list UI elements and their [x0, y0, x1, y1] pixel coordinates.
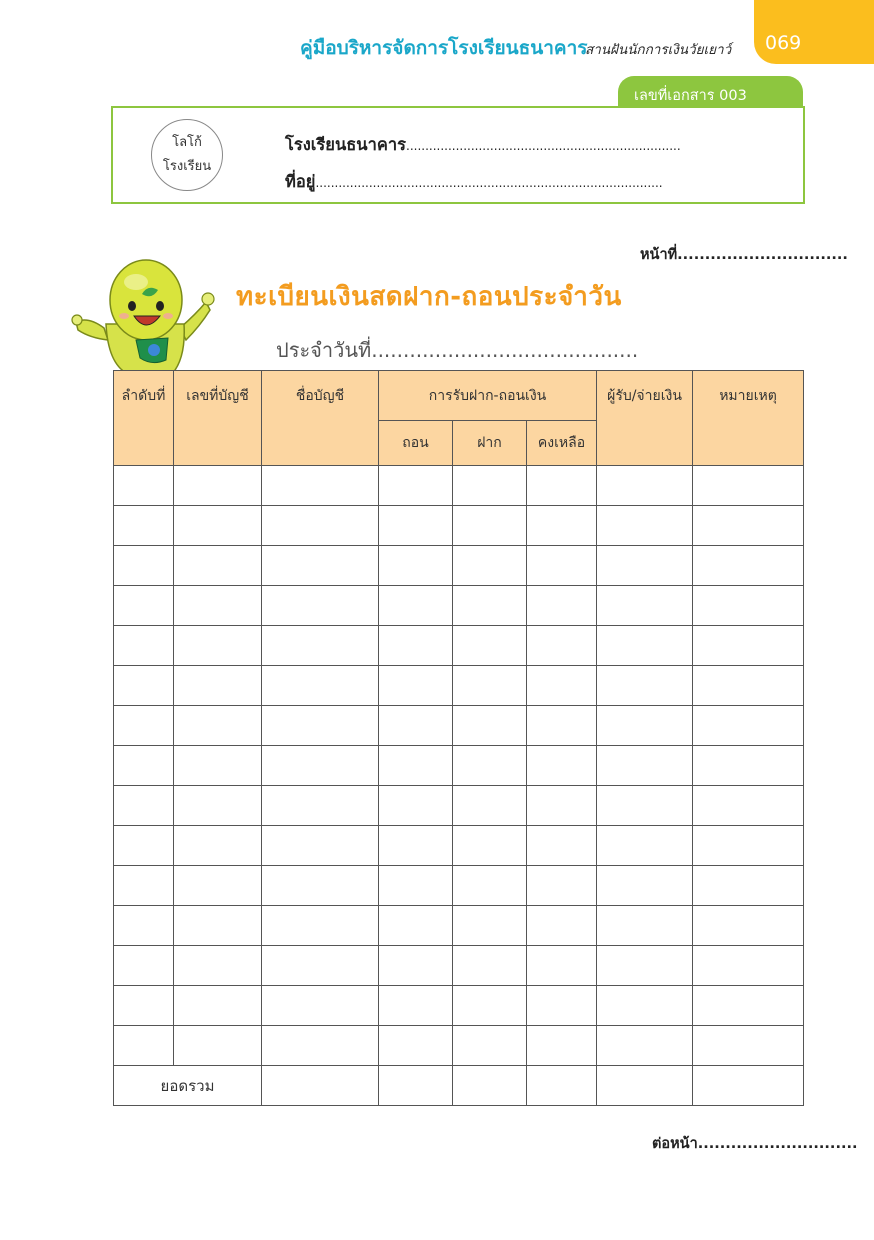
ledger-cell[interactable]	[693, 506, 804, 546]
ledger-cell[interactable]	[597, 746, 693, 786]
ledger-cell[interactable]	[262, 546, 379, 586]
ledger-cell[interactable]	[693, 1026, 804, 1066]
address-field[interactable]	[285, 169, 663, 195]
school-logo-placeholder	[151, 119, 223, 191]
manual-subtitle: สานฝันนักการเงินวัยเยาว์	[585, 42, 732, 58]
ledger-cell[interactable]	[174, 506, 262, 546]
ledger-cell[interactable]	[693, 466, 804, 506]
ledger-cell[interactable]	[114, 946, 174, 986]
total-cell[interactable]	[262, 1066, 379, 1106]
ledger-cell[interactable]	[527, 746, 597, 786]
ledger-cell[interactable]	[262, 626, 379, 666]
ledger-cell[interactable]	[174, 1026, 262, 1066]
ledger-cell[interactable]	[114, 786, 174, 826]
ledger-cell[interactable]	[693, 666, 804, 706]
ledger-cell[interactable]	[174, 786, 262, 826]
ledger-cell[interactable]	[597, 946, 693, 986]
ledger-row	[114, 466, 804, 506]
ledger-cell[interactable]	[379, 746, 453, 786]
ledger-cell[interactable]	[597, 626, 693, 666]
ledger-cell[interactable]	[527, 986, 597, 1026]
ledger-cell[interactable]	[114, 666, 174, 706]
ledger-cell[interactable]	[597, 666, 693, 706]
ledger-cell[interactable]	[527, 946, 597, 986]
ledger-cell[interactable]	[174, 946, 262, 986]
ledger-cell[interactable]	[527, 786, 597, 826]
ledger-cell[interactable]	[453, 986, 527, 1026]
ledger-cell[interactable]	[527, 826, 597, 866]
ledger-cell[interactable]	[693, 986, 804, 1026]
ledger-cell[interactable]	[174, 546, 262, 586]
ledger-row	[114, 506, 804, 546]
total-cell[interactable]	[453, 1066, 527, 1106]
ledger-cell[interactable]	[597, 866, 693, 906]
ledger-cell[interactable]	[114, 866, 174, 906]
school-info-box	[111, 106, 805, 204]
header-account-no: เลขที่บัญชี	[174, 371, 262, 466]
ledger-cell[interactable]	[262, 786, 379, 826]
ledger-cell[interactable]	[262, 706, 379, 746]
ledger-cell[interactable]	[174, 746, 262, 786]
ledger-cell[interactable]	[693, 826, 804, 866]
ledger-row	[114, 746, 804, 786]
ledger-cell[interactable]	[262, 906, 379, 946]
ledger-body	[114, 466, 804, 1066]
ledger-cell[interactable]	[597, 906, 693, 946]
total-cell[interactable]	[379, 1066, 453, 1106]
ledger-row	[114, 666, 804, 706]
ledger-row	[114, 786, 804, 826]
manual-title: คู่มือบริหารจัดการโรงเรียนธนาคาร	[300, 37, 588, 59]
ledger-cell[interactable]	[693, 706, 804, 746]
total-cell[interactable]	[527, 1066, 597, 1106]
header-balance: คงเหลือ	[527, 421, 597, 466]
ledger-cell[interactable]	[262, 466, 379, 506]
ledger-cell[interactable]	[114, 1026, 174, 1066]
ledger-cell[interactable]	[693, 546, 804, 586]
ledger-cell[interactable]	[597, 466, 693, 506]
ledger-cell[interactable]	[453, 506, 527, 546]
ledger-cell[interactable]	[453, 546, 527, 586]
total-row	[114, 1066, 804, 1106]
ledger-row	[114, 706, 804, 746]
ledger-cell[interactable]	[527, 666, 597, 706]
logo-label-line1: โลโก้	[172, 135, 202, 150]
ledger-cell[interactable]	[379, 466, 453, 506]
ledger-cell[interactable]	[114, 826, 174, 866]
ledger-row	[114, 826, 804, 866]
page-no-field[interactable]: หน้าที่...............................	[640, 247, 848, 263]
document-number: เลขที่เอกสาร 003	[634, 88, 747, 104]
ledger-cell[interactable]	[174, 706, 262, 746]
ledger-cell[interactable]	[453, 706, 527, 746]
ledger-row	[114, 626, 804, 666]
ledger-cell[interactable]	[379, 1026, 453, 1066]
ledger-cell[interactable]	[379, 946, 453, 986]
ledger-cell[interactable]	[453, 746, 527, 786]
ledger-cell[interactable]	[262, 586, 379, 626]
bank-name-dots: ........................................................................	[406, 139, 681, 153]
header-transactions: การรับฝาก-ถอนเงิน	[379, 371, 597, 421]
ledger-cell[interactable]	[262, 866, 379, 906]
ledger-cell[interactable]	[453, 786, 527, 826]
total-cell[interactable]	[693, 1066, 804, 1106]
bank-name-label: โรงเรียนธนาคาร	[285, 135, 407, 154]
ledger-cell[interactable]	[693, 866, 804, 906]
ledger-cell[interactable]	[597, 506, 693, 546]
ledger-cell[interactable]	[379, 826, 453, 866]
ledger-row	[114, 546, 804, 586]
ledger-cell[interactable]	[693, 586, 804, 626]
ledger-cell[interactable]	[379, 626, 453, 666]
ledger-cell[interactable]	[597, 986, 693, 1026]
ledger-cell[interactable]	[379, 986, 453, 1026]
ledger-cell[interactable]	[379, 706, 453, 746]
ledger-cell[interactable]	[453, 586, 527, 626]
ledger-row	[114, 866, 804, 906]
ledger-cell[interactable]	[114, 706, 174, 746]
ledger-cell[interactable]	[527, 506, 597, 546]
header-deposit: ฝาก	[453, 421, 527, 466]
ledger-cell[interactable]	[379, 586, 453, 626]
ledger-cell[interactable]	[527, 546, 597, 586]
ledger-cell[interactable]	[693, 626, 804, 666]
ledger-cell[interactable]	[527, 866, 597, 906]
ledger-cell[interactable]	[379, 546, 453, 586]
ledger-cell[interactable]	[262, 746, 379, 786]
total-label: ยอดรวม	[114, 1066, 262, 1106]
page-number: 069	[765, 32, 802, 54]
ledger-cell[interactable]	[114, 546, 174, 586]
ledger-cell[interactable]	[174, 586, 262, 626]
ledger-cell[interactable]	[527, 466, 597, 506]
ledger-cell[interactable]	[597, 586, 693, 626]
ledger-cell[interactable]	[174, 906, 262, 946]
ledger-cell[interactable]	[453, 666, 527, 706]
address-dots: ...........................................................................................	[315, 176, 663, 190]
ledger-cell[interactable]	[379, 786, 453, 826]
ledger-cell[interactable]	[453, 466, 527, 506]
ledger-cell[interactable]	[597, 826, 693, 866]
ledger-cell[interactable]	[379, 666, 453, 706]
total-cell[interactable]	[597, 1066, 693, 1106]
ledger-cell[interactable]	[174, 466, 262, 506]
ledger-cell[interactable]	[262, 666, 379, 706]
ledger-cell[interactable]	[262, 986, 379, 1026]
ledger-cell[interactable]	[174, 866, 262, 906]
mascot-illustration	[68, 254, 228, 374]
ledger-cell[interactable]	[262, 826, 379, 866]
ledger-cell[interactable]	[379, 906, 453, 946]
form-title: ทะเบียนเงินสดฝาก-ถอนประจำวัน	[236, 282, 622, 312]
ledger-cell[interactable]	[453, 946, 527, 986]
ledger-cell[interactable]	[597, 786, 693, 826]
ledger-cell[interactable]	[453, 906, 527, 946]
ledger-cell[interactable]	[453, 626, 527, 666]
address-label: ที่อยู่	[285, 172, 316, 191]
logo-label-line2: โรงเรียน	[162, 159, 212, 174]
ledger-cell[interactable]	[527, 706, 597, 746]
ledger-cell[interactable]	[527, 626, 597, 666]
ledger-cell[interactable]	[262, 1026, 379, 1066]
ledger-row	[114, 946, 804, 986]
header-handler: ผู้รับ/จ่ายเงิน	[597, 371, 693, 466]
ledger-cell[interactable]	[114, 466, 174, 506]
header-withdraw: ถอน	[379, 421, 453, 466]
ledger-table	[113, 370, 804, 1106]
ledger-cell[interactable]	[114, 626, 174, 666]
ledger-cell[interactable]	[114, 506, 174, 546]
ledger-cell[interactable]	[693, 946, 804, 986]
ledger-cell[interactable]	[693, 906, 804, 946]
continue-field[interactable]: ต่อหน้า.............................	[652, 1136, 858, 1152]
ledger-cell[interactable]	[262, 506, 379, 546]
ledger-cell[interactable]	[693, 786, 804, 826]
ledger-cell[interactable]	[174, 826, 262, 866]
ledger-cell[interactable]	[693, 746, 804, 786]
header-order: ลำดับที่	[114, 371, 174, 466]
ledger-cell[interactable]	[597, 546, 693, 586]
ledger-cell[interactable]	[174, 986, 262, 1026]
date-field[interactable]: ประจำวันที่..........................................	[276, 338, 639, 362]
ledger-cell[interactable]	[453, 866, 527, 906]
ledger-row	[114, 586, 804, 626]
ledger-row	[114, 906, 804, 946]
header-account-name: ชื่อบัญชี	[262, 371, 379, 466]
ledger-cell[interactable]	[527, 1026, 597, 1066]
ledger-cell[interactable]	[114, 746, 174, 786]
header-remark: หมายเหตุ	[693, 371, 804, 466]
document-number-tab	[618, 76, 803, 108]
ledger-cell[interactable]	[114, 986, 174, 1026]
ledger-cell[interactable]	[597, 1026, 693, 1066]
ledger-cell[interactable]	[379, 506, 453, 546]
ledger-cell[interactable]	[453, 826, 527, 866]
ledger-cell[interactable]	[114, 586, 174, 626]
ledger-cell[interactable]	[174, 626, 262, 666]
ledger-row	[114, 986, 804, 1026]
ledger-row	[114, 1026, 804, 1066]
ledger-cell[interactable]	[262, 946, 379, 986]
bank-name-field[interactable]	[285, 132, 681, 158]
ledger-cell[interactable]	[453, 1026, 527, 1066]
ledger-cell[interactable]	[379, 866, 453, 906]
ledger-cell[interactable]	[527, 906, 597, 946]
ledger-cell[interactable]	[597, 706, 693, 746]
ledger-cell[interactable]	[174, 666, 262, 706]
ledger-cell[interactable]	[114, 906, 174, 946]
ledger-cell[interactable]	[527, 586, 597, 626]
